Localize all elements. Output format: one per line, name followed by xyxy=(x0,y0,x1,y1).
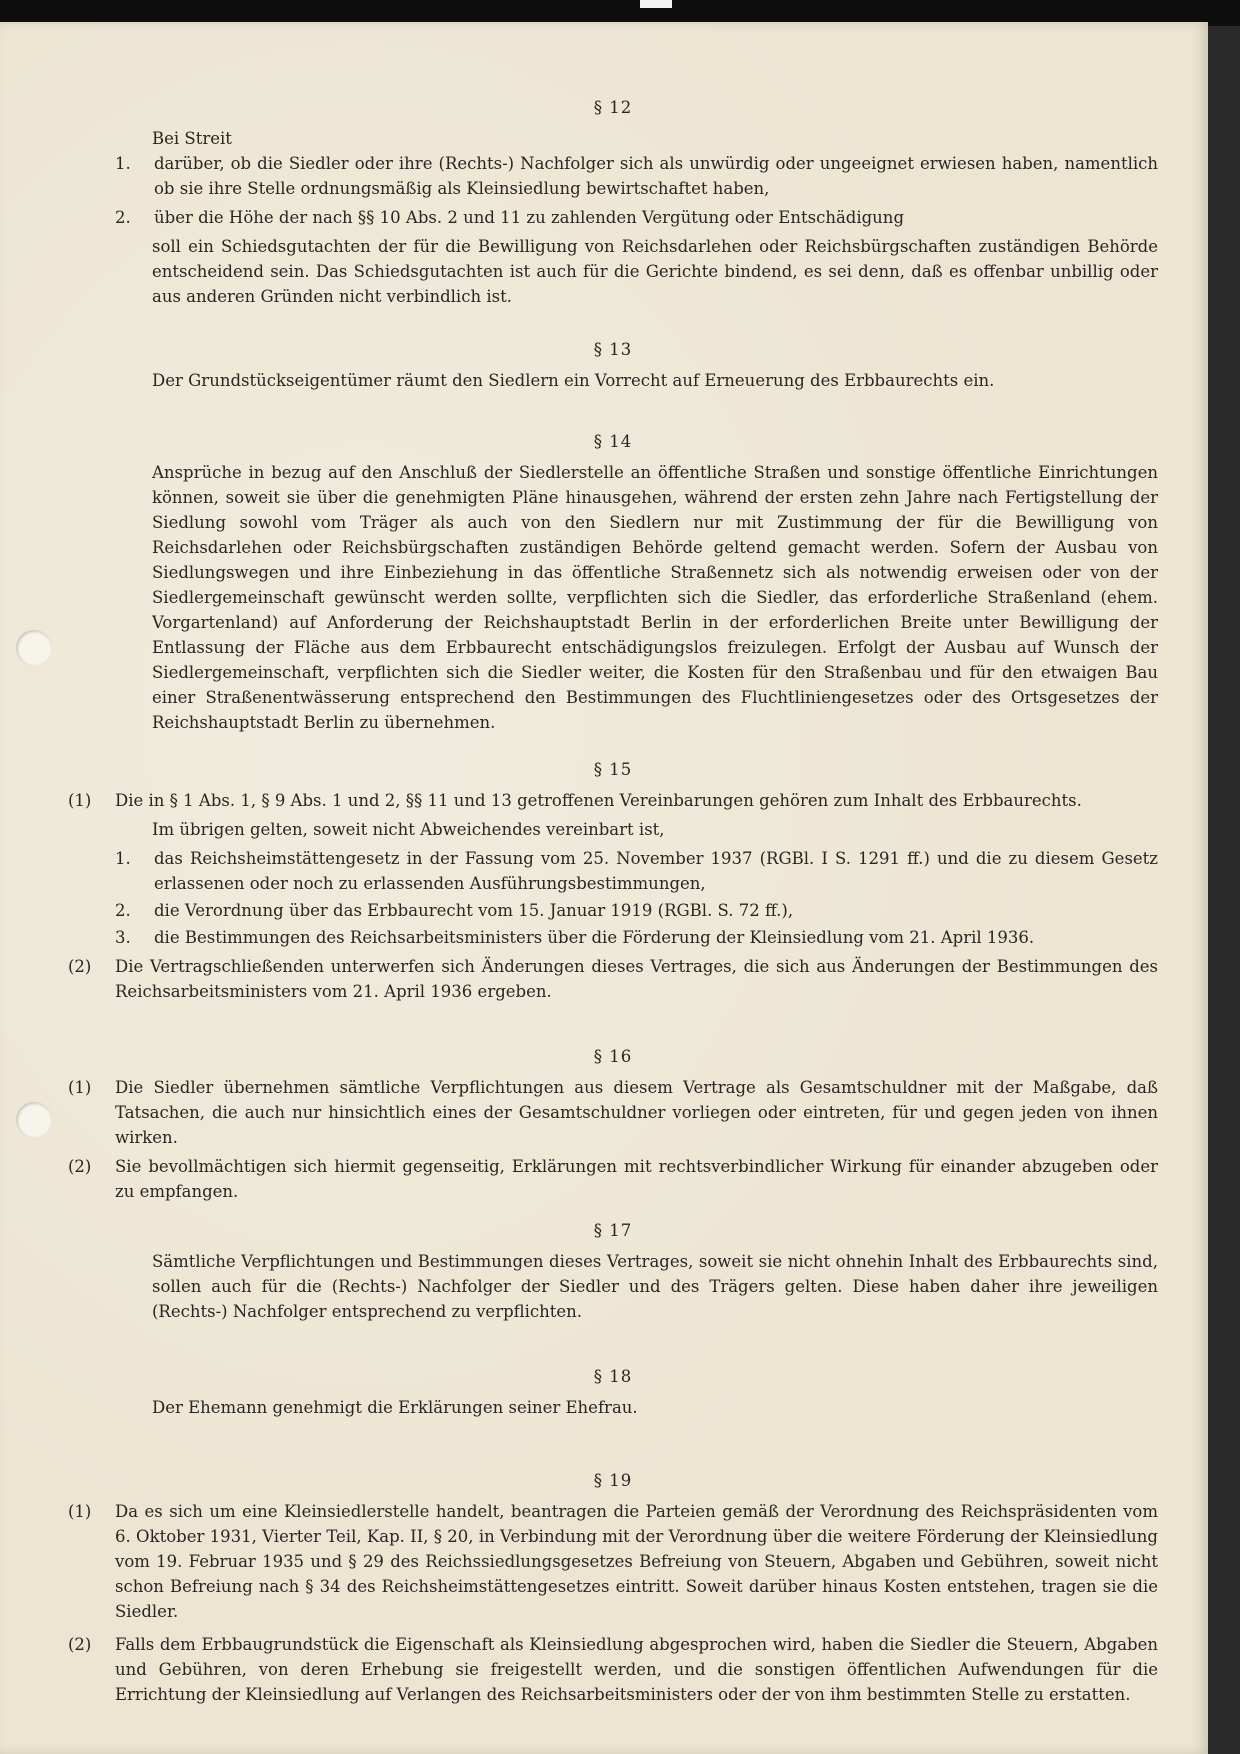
paragraph-text: Da es sich um eine Kleinsiedlerstelle handelt, beantragen die Parteien gemäß der Verordnung des Reichspräsidenten vom 6. Oktober 1931, Vierter Teil, Kap. II, § 20, in Verbindung mit der Verordnung über die weitere Förderung der Kleinsiedlung vom 19. Februar 1935 und § 29 des Reichssiedlungsgesetzes Befreiung von Steuern, Abgaben und Gebühren, soweit nicht schon Befreiung nach § 34 des Reichsheimstättengesetzes eintritt. Soweit darüber hinaus Kosten entstehen, tragen sie die Siedler. xyxy=(115,1502,1158,1621)
section-12-body: soll ein Schiedsgutachten der für die Bewilligung von Reichsdarlehen oder Reichsbürgschaften zuständigen Behörde entscheidend sein. Das Schiedsgutachten ist auch für die Gerichte bindend, es sei denn, daß es offenbar unbillig oder aus anderen Gründen nicht verbindlich ist. xyxy=(152,237,1158,306)
punch-hole-upper xyxy=(16,630,52,666)
paragraph-number: (2) xyxy=(68,1157,92,1176)
section-15-paragraph-2 xyxy=(68,954,1158,1004)
item-text: über die Höhe der nach §§ 10 Abs. 2 und 11 zu zahlenden Vergütung oder Entschädigung xyxy=(154,208,905,227)
paragraph-number: (1) xyxy=(68,1502,92,1521)
item-number: 3. xyxy=(115,928,131,947)
section-17 xyxy=(68,1218,1158,1324)
section-14-heading: § 14 xyxy=(593,432,633,451)
section-19-heading: § 19 xyxy=(593,1471,633,1490)
section-15-paragraph-1-continued: Im übrigen gelten, soweit nicht Abweichendes vereinbart ist, xyxy=(152,820,665,839)
section-13 xyxy=(68,337,1158,393)
section-19 xyxy=(68,1468,1158,1707)
punch-hole-lower xyxy=(16,1102,52,1138)
section-15-item-2 xyxy=(68,898,1158,923)
item-text: das Reichsheimstättengesetz in der Fassung vom 25. November 1937 (RGBl. I S. 1291 ff.) und die zu diesem Gesetz erlassenen oder noch zu erlassenden Ausführungsbestimmungen, xyxy=(154,849,1158,893)
section-18-heading: § 18 xyxy=(593,1367,633,1386)
section-14-body: Ansprüche in bezug auf den Anschluß der Siedlerstelle an öffentliche Straßen und sonstige öffentliche Einrichtungen können, soweit sie über die genehmigten Pläne hinausgehen, während der ersten zehn Jahre nach Fertigstellung der Siedlung sowohl vom Träger als auch von den Siedlern nur mit Zustimmung der für die Bewilligung von Reichsdarlehen oder Reichsbürgschaften zuständigen Behörde geltend gemacht werden. Sofern der Ausbau von Siedlungswegen und ihre Einbeziehung in das öffentliche Straßennetz sich als notwendig erweisen oder von der Siedlergemeinschaft gewünscht werden sollte, verpflichten sich die Siedler, das erforderliche Straßenland (ehem. Vorgartenland) auf Anforderung der Reichshauptstadt Berlin in der erforderlichen Breite unter Bewilligung der Entlassung der Fläche aus dem Erbbaurecht entschädigungslos freizulegen. Erfolgt der Ausbau auf Wunsch der Siedlergemeinschaft, verpflichten sich die Siedler weiter, die Kosten für den Straßenbau und für den etwaigen Bau einer Straßenentwässerung entsprechend den Bestimmungen des Fluchtliniengesetzes oder des Ortsgesetzes der Reichshauptstadt Berlin zu übernehmen. xyxy=(152,463,1158,732)
section-18-body: Der Ehemann genehmigt die Erklärungen seiner Ehefrau. xyxy=(152,1398,638,1417)
section-16-paragraph-2 xyxy=(68,1154,1158,1204)
section-17-heading: § 17 xyxy=(593,1221,633,1240)
paragraph-number: (2) xyxy=(68,957,92,976)
section-15-item-1 xyxy=(68,846,1158,896)
section-15-item-3 xyxy=(68,925,1158,950)
paragraph-number: (2) xyxy=(68,1635,92,1654)
section-16 xyxy=(68,1044,1158,1204)
section-15-paragraph-1 xyxy=(68,788,1158,813)
paragraph-text: Die Vertragschließenden unterwerfen sich Änderungen dieses Vertrages, die sich aus Änderungen der Bestimmungen des Reichsarbeitsministers vom 21. April 1936 ergeben. xyxy=(115,957,1158,1001)
section-16-heading: § 16 xyxy=(593,1047,633,1066)
scanner-top-tab xyxy=(640,0,672,8)
scanner-right-border xyxy=(1208,26,1240,1754)
item-number: 1. xyxy=(115,154,131,173)
section-18 xyxy=(68,1364,1158,1420)
section-13-heading: § 13 xyxy=(593,340,633,359)
paragraph-text: Die in § 1 Abs. 1, § 9 Abs. 1 und 2, §§ 11 und 13 getroffenen Vereinbarungen gehören zum Inhalt des Erbbaurechts. xyxy=(115,791,1082,810)
section-12-item-1 xyxy=(68,151,1158,201)
section-12-intro: Bei Streit xyxy=(152,129,232,148)
document-content xyxy=(68,95,1158,1707)
item-text: die Verordnung über das Erbbaurecht vom 15. Januar 1919 (RGBl. S. 72 ff.), xyxy=(154,901,794,920)
item-number: 2. xyxy=(115,208,131,227)
section-12-heading: § 12 xyxy=(593,98,633,117)
section-12 xyxy=(68,95,1158,309)
paragraph-number: (1) xyxy=(68,791,92,810)
section-15-heading: § 15 xyxy=(593,760,633,779)
section-14 xyxy=(68,429,1158,735)
item-text: die Bestimmungen des Reichsarbeitsministers über die Förderung der Kleinsiedlung vom 21. April 1936. xyxy=(154,928,1035,947)
item-number: 1. xyxy=(115,849,131,868)
item-number: 2. xyxy=(115,901,131,920)
section-19-paragraph-2 xyxy=(68,1632,1158,1707)
section-17-body: Sämtliche Verpflichtungen und Bestimmungen dieses Vertrages, soweit sie nicht ohnehin Inhalt des Erbbaurechts sind, sollen auch für die (Rechts-) Nachfolger der Siedler und des Trägers gelten. Diese haben daher ihre jeweiligen (Rechts-) Nachfolger entsprechend zu verpflichten. xyxy=(152,1252,1158,1321)
paragraph-text: Die Siedler übernehmen sämtliche Verpflichtungen aus diesem Vertrage als Gesamtschuldner mit der Maßgabe, daß Tatsachen, die auch nur hinsichtlich eines der Gesamtschuldner vorliegen oder eintreten, für und gegen jeden von ihnen wirken. xyxy=(115,1078,1158,1147)
paragraph-number: (1) xyxy=(68,1078,92,1097)
section-19-paragraph-1 xyxy=(68,1499,1158,1624)
section-16-paragraph-1 xyxy=(68,1075,1158,1150)
section-12-item-2 xyxy=(68,205,1158,230)
section-15 xyxy=(68,757,1158,1004)
item-text: darüber, ob die Siedler oder ihre (Rechts-) Nachfolger sich als unwürdig oder ungeeignet erwiesen haben, namentlich ob sie ihre Stelle ordnungsmäßig als Kleinsiedlung bewirtschaftet haben, xyxy=(154,154,1158,198)
paragraph-text: Falls dem Erbbaugrundstück die Eigenschaft als Kleinsiedlung abgesprochen wird, haben die Siedler die Steuern, Abgaben und Gebühren, von deren Erhebung sie freigestellt werden, und die sonstigen öffentlichen Aufwendungen für die Errichtung der Kleinsiedlung auf Verlangen des Reichsarbeitsministers oder der von ihm bestimmten Stelle zu erstatten. xyxy=(115,1635,1158,1704)
paragraph-text: Sie bevollmächtigen sich hiermit gegenseitig, Erklärungen mit rechtsverbindlicher Wirkung für einander abzugeben oder zu empfangen. xyxy=(115,1157,1158,1201)
section-13-body: Der Grundstückseigentümer räumt den Siedlern ein Vorrecht auf Erneuerung des Erbbaurechts ein. xyxy=(152,371,995,390)
